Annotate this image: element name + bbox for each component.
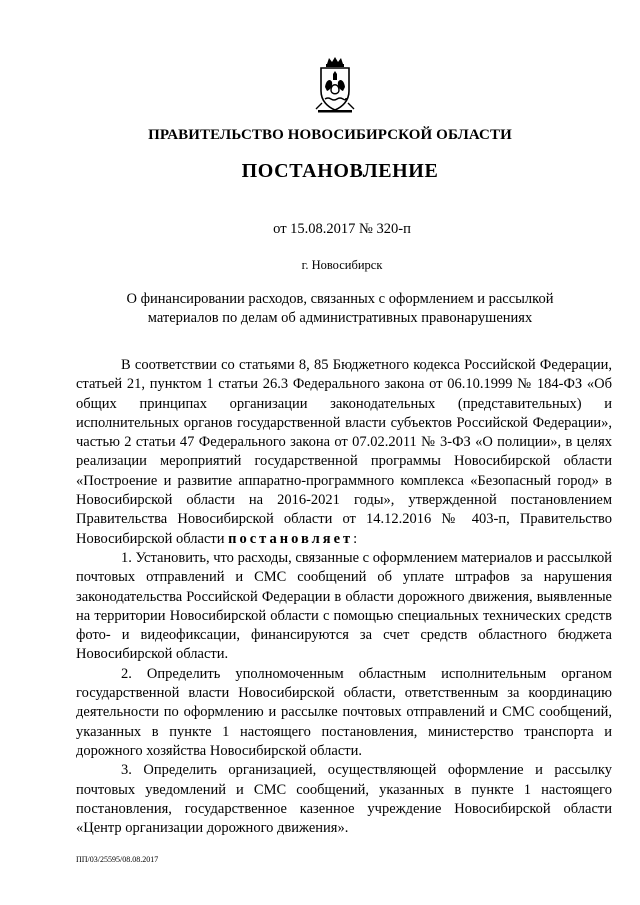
document-subject: О финансировании расходов, связанных с оформлением и рассылкой материалов по делам об административных правонарушениях: [126, 291, 554, 326]
organization-title: ПРАВИТЕЛЬСТВО НОВОСИБИРСКОЙ ОБЛАСТИ: [148, 127, 512, 143]
item-1: 1. Установить, что расходы, связанные с оформлением материалов и рассылкой почтовых отправлений и СМС сообщений об уплате штрафов за нарушения законодательства Российской Федерации в области дорожного движения, выявленные на территории Новосибирской области с помощью специальных технических средств фото- и видеофиксации, финансируются за счет средств областного бюджета Новосибирской области.: [76, 549, 612, 663]
item-3: 3. Определить организацией, осуществляющей оформление и рассылку почтовых уведомлений и СМС сообщений, указанных в пункте 1 настоящего постановления, государственное казенное учреждение Новосибирской области «Центр организации дорожного движения».: [76, 762, 612, 837]
decree-suffix: :: [353, 530, 358, 547]
novosibirsk-coat-of-arms-icon: [312, 57, 358, 114]
item-2: 2. Определить уполномоченным областным исполнительным органом государственной власти Новосибирской области, ответственным за координацию деятельности по оформлению и рассылке почтовых отправлений и СМС сообщений, указанных в пункте 1 настоящего постановления, министерство транспорта и дорожного хозяйства Новосибирской области.: [76, 665, 612, 759]
preamble-paragraph: [76, 356, 612, 549]
document-date-number: от 15.08.2017 № 320-п: [273, 221, 411, 237]
document-type: ПОСТАНОВЛЕНИЕ: [241, 160, 439, 182]
document-body: [76, 356, 612, 838]
footer-document-code: ПП/03/25595/08.08.2017: [76, 855, 159, 864]
decree-word: постановляет: [228, 530, 354, 547]
document-city: г. Новосибирск: [301, 258, 383, 272]
preamble-text: В соответствии со статьями 8, 85 Бюджетного кодекса Российской Федерации, статьей 21, пунктом 1 статьи 26.3 Федерального закона от 06.10.1999 № 184-ФЗ «Об общих принципах организации законодательных (представительных) и исполнительных органов государственной власти субъектов Российской Федерации», частью 2 статьи 47 Федерального закона от 07.02.2011 № 3-ФЗ «О полиции», в целях реализации мероприятий государственной программы Новосибирской области «Построение и развитие аппаратно-программного комплекса «Безопасный город» в Новосибирской области на 2016-2021 годы», утвержденной постановлением Правительства Новосибирской области от 14.12.2016 № 403-п, Правительство Новосибирской области: [76, 357, 612, 547]
